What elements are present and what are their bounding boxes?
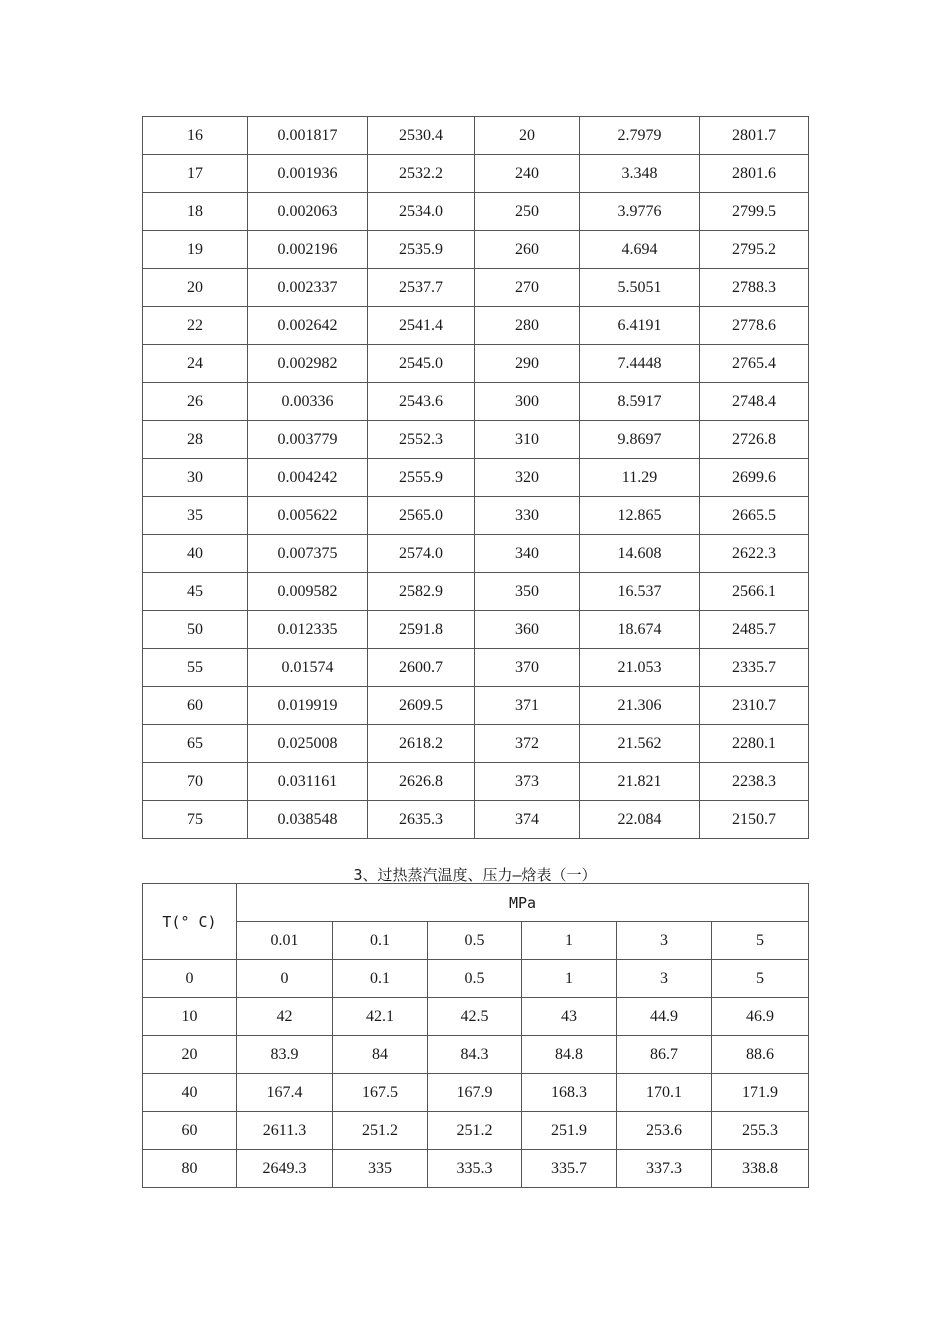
table-cell: 171.9 — [712, 1074, 809, 1112]
table-cell: 0.012335 — [248, 611, 368, 649]
table-cell: 290 — [475, 345, 580, 383]
table-cell: 2566.1 — [700, 573, 809, 611]
pressure-header-cell: 0.5 — [428, 922, 522, 960]
table-cell: 86.7 — [617, 1036, 712, 1074]
temperature-header: T(° C) — [143, 884, 237, 960]
table-row — [143, 801, 809, 839]
table-cell: 40 — [143, 535, 248, 573]
saturated-steam-table — [142, 116, 809, 839]
table-cell: 2626.8 — [368, 763, 475, 801]
table-cell: 83.9 — [237, 1036, 333, 1074]
table-cell: 2748.4 — [700, 383, 809, 421]
table-cell: 35 — [143, 497, 248, 535]
table-cell: 50 — [143, 611, 248, 649]
pressure-header-row — [143, 922, 809, 960]
table-cell: 0.01574 — [248, 649, 368, 687]
table-row — [143, 269, 809, 307]
table-row — [143, 687, 809, 725]
table-cell: 0.1 — [333, 960, 428, 998]
table-cell: 2649.3 — [237, 1150, 333, 1188]
table-cell: 20 — [475, 117, 580, 155]
table-cell: 360 — [475, 611, 580, 649]
table-cell: 2310.7 — [700, 687, 809, 725]
table-cell: 250 — [475, 193, 580, 231]
table-cell: 6.4191 — [580, 307, 700, 345]
table-cell: 170.1 — [617, 1074, 712, 1112]
table-cell: 5 — [712, 960, 809, 998]
table-cell: 2795.2 — [700, 231, 809, 269]
table-cell: 2801.7 — [700, 117, 809, 155]
table-row — [143, 459, 809, 497]
table-cell: 40 — [143, 1074, 237, 1112]
table-cell: 46.9 — [712, 998, 809, 1036]
table-cell: 2600.7 — [368, 649, 475, 687]
table-row — [143, 193, 809, 231]
table-cell: 2485.7 — [700, 611, 809, 649]
table-cell: 310 — [475, 421, 580, 459]
table-cell: 2532.2 — [368, 155, 475, 193]
table-cell: 0.5 — [428, 960, 522, 998]
table-cell: 371 — [475, 687, 580, 725]
table-cell: 2799.5 — [700, 193, 809, 231]
table-cell: 21.562 — [580, 725, 700, 763]
table-cell: 2611.3 — [237, 1112, 333, 1150]
table-cell: 28 — [143, 421, 248, 459]
table-cell: 45 — [143, 573, 248, 611]
table-cell: 4.694 — [580, 231, 700, 269]
table-cell: 5.5051 — [580, 269, 700, 307]
table-cell: 350 — [475, 573, 580, 611]
table-row — [143, 231, 809, 269]
table-cell: 240 — [475, 155, 580, 193]
table-cell: 2.7979 — [580, 117, 700, 155]
table-cell: 44.9 — [617, 998, 712, 1036]
table-cell: 21.053 — [580, 649, 700, 687]
table-cell: 2609.5 — [368, 687, 475, 725]
table-cell: 337.3 — [617, 1150, 712, 1188]
table-cell: 251.2 — [333, 1112, 428, 1150]
table-cell: 0.001936 — [248, 155, 368, 193]
table-cell: 17 — [143, 155, 248, 193]
table-cell: 12.865 — [580, 497, 700, 535]
table-cell: 70 — [143, 763, 248, 801]
table-cell: 65 — [143, 725, 248, 763]
table-cell: 84 — [333, 1036, 428, 1074]
table-row — [143, 1150, 809, 1188]
table-cell: 30 — [143, 459, 248, 497]
table-cell: 20 — [143, 269, 248, 307]
table-cell: 10 — [143, 998, 237, 1036]
table-cell: 0.003779 — [248, 421, 368, 459]
table-cell: 251.9 — [522, 1112, 617, 1150]
table-cell: 20 — [143, 1036, 237, 1074]
table-cell: 2541.4 — [368, 307, 475, 345]
table-cell: 320 — [475, 459, 580, 497]
table-cell: 9.8697 — [580, 421, 700, 459]
table-cell: 2726.8 — [700, 421, 809, 459]
table-cell: 2238.3 — [700, 763, 809, 801]
table-cell: 0.002982 — [248, 345, 368, 383]
table-cell: 84.8 — [522, 1036, 617, 1074]
table-cell: 0 — [237, 960, 333, 998]
table-cell: 8.5917 — [580, 383, 700, 421]
table-cell: 42.5 — [428, 998, 522, 1036]
table-row — [143, 649, 809, 687]
table-cell: 2280.1 — [700, 725, 809, 763]
table-cell: 2537.7 — [368, 269, 475, 307]
table-cell: 0.019919 — [248, 687, 368, 725]
table-cell: 2765.4 — [700, 345, 809, 383]
table-cell: 251.2 — [428, 1112, 522, 1150]
table-row — [143, 998, 809, 1036]
table-cell: 0.00336 — [248, 383, 368, 421]
table-cell: 22 — [143, 307, 248, 345]
header-row — [143, 884, 809, 922]
table-cell: 22.084 — [580, 801, 700, 839]
table-cell: 19 — [143, 231, 248, 269]
table-cell: 167.4 — [237, 1074, 333, 1112]
table-row — [143, 763, 809, 801]
table-cell: 260 — [475, 231, 580, 269]
table-cell: 21.821 — [580, 763, 700, 801]
pressure-header-cell: 1 — [522, 922, 617, 960]
superheated-steam-table — [142, 883, 809, 1188]
table-cell: 2530.4 — [368, 117, 475, 155]
table-cell: 2582.9 — [368, 573, 475, 611]
table-row — [143, 1112, 809, 1150]
table-cell: 0.002196 — [248, 231, 368, 269]
table-cell: 2788.3 — [700, 269, 809, 307]
table-cell: 2543.6 — [368, 383, 475, 421]
table-cell: 2618.2 — [368, 725, 475, 763]
table-row — [143, 573, 809, 611]
table-cell: 16 — [143, 117, 248, 155]
table-cell: 335.7 — [522, 1150, 617, 1188]
table-cell: 2150.7 — [700, 801, 809, 839]
table-cell: 2699.6 — [700, 459, 809, 497]
table-row — [143, 1074, 809, 1112]
pressure-header-cell: 3 — [617, 922, 712, 960]
table-cell: 374 — [475, 801, 580, 839]
table-cell: 335.3 — [428, 1150, 522, 1188]
table-cell: 0.025008 — [248, 725, 368, 763]
table-cell: 253.6 — [617, 1112, 712, 1150]
table-cell: 372 — [475, 725, 580, 763]
table-cell: 2534.0 — [368, 193, 475, 231]
table-cell: 88.6 — [712, 1036, 809, 1074]
table-cell: 167.9 — [428, 1074, 522, 1112]
table-cell: 340 — [475, 535, 580, 573]
table-cell: 0.004242 — [248, 459, 368, 497]
table-cell: 2545.0 — [368, 345, 475, 383]
table-cell: 2574.0 — [368, 535, 475, 573]
pressure-unit-header: MPa — [237, 884, 809, 922]
table-cell: 26 — [143, 383, 248, 421]
table-cell: 0 — [143, 960, 237, 998]
table-cell: 0.002063 — [248, 193, 368, 231]
table-cell: 0.001817 — [248, 117, 368, 155]
table-cell: 300 — [475, 383, 580, 421]
table-cell: 42.1 — [333, 998, 428, 1036]
table-cell: 0.007375 — [248, 535, 368, 573]
table-cell: 2555.9 — [368, 459, 475, 497]
table-cell: 2778.6 — [700, 307, 809, 345]
table-cell: 3.9776 — [580, 193, 700, 231]
table-row — [143, 1036, 809, 1074]
table-cell: 80 — [143, 1150, 237, 1188]
table-cell: 7.4448 — [580, 345, 700, 383]
table-cell: 2665.5 — [700, 497, 809, 535]
table-row — [143, 421, 809, 459]
table-cell: 14.608 — [580, 535, 700, 573]
table-cell: 2535.9 — [368, 231, 475, 269]
table-cell: 167.5 — [333, 1074, 428, 1112]
table-caption: 3、过热蒸汽温度、压力—焓表（一） — [353, 866, 597, 884]
table-row — [143, 535, 809, 573]
table-cell: 21.306 — [580, 687, 700, 725]
table-cell: 84.3 — [428, 1036, 522, 1074]
table-cell: 3 — [617, 960, 712, 998]
table-row — [143, 307, 809, 345]
table-cell: 0.009582 — [248, 573, 368, 611]
table-cell: 1 — [522, 960, 617, 998]
pressure-header-cell: 0.01 — [237, 922, 333, 960]
table-cell: 2801.6 — [700, 155, 809, 193]
table-row — [143, 155, 809, 193]
table-cell: 60 — [143, 1112, 237, 1150]
table-cell: 0.038548 — [248, 801, 368, 839]
table-row — [143, 383, 809, 421]
table-row — [143, 117, 809, 155]
table-cell: 2335.7 — [700, 649, 809, 687]
table-cell: 24 — [143, 345, 248, 383]
table-row — [143, 497, 809, 535]
table-cell: 3.348 — [580, 155, 700, 193]
table-cell: 16.537 — [580, 573, 700, 611]
table-cell: 335 — [333, 1150, 428, 1188]
table-row — [143, 725, 809, 763]
table-cell: 370 — [475, 649, 580, 687]
table-row — [143, 960, 809, 998]
table-cell: 18 — [143, 193, 248, 231]
table-cell: 2552.3 — [368, 421, 475, 459]
table-cell: 0.002642 — [248, 307, 368, 345]
table-cell: 0.031161 — [248, 763, 368, 801]
table-cell: 0.005622 — [248, 497, 368, 535]
table-cell: 2565.0 — [368, 497, 475, 535]
table-cell: 373 — [475, 763, 580, 801]
table-cell: 55 — [143, 649, 248, 687]
table-cell: 330 — [475, 497, 580, 535]
pressure-header-cell: 5 — [712, 922, 809, 960]
table-cell: 11.29 — [580, 459, 700, 497]
pressure-header-cell: 0.1 — [333, 922, 428, 960]
table-cell: 2591.8 — [368, 611, 475, 649]
table-row — [143, 611, 809, 649]
table-cell: 270 — [475, 269, 580, 307]
table-row — [143, 345, 809, 383]
table-cell: 338.8 — [712, 1150, 809, 1188]
table-cell: 42 — [237, 998, 333, 1036]
table-cell: 168.3 — [522, 1074, 617, 1112]
table-cell: 255.3 — [712, 1112, 809, 1150]
table-cell: 280 — [475, 307, 580, 345]
table-cell: 2622.3 — [700, 535, 809, 573]
table-cell: 75 — [143, 801, 248, 839]
table-cell: 43 — [522, 998, 617, 1036]
table-cell: 60 — [143, 687, 248, 725]
table-cell: 2635.3 — [368, 801, 475, 839]
table-cell: 0.002337 — [248, 269, 368, 307]
table-cell: 18.674 — [580, 611, 700, 649]
